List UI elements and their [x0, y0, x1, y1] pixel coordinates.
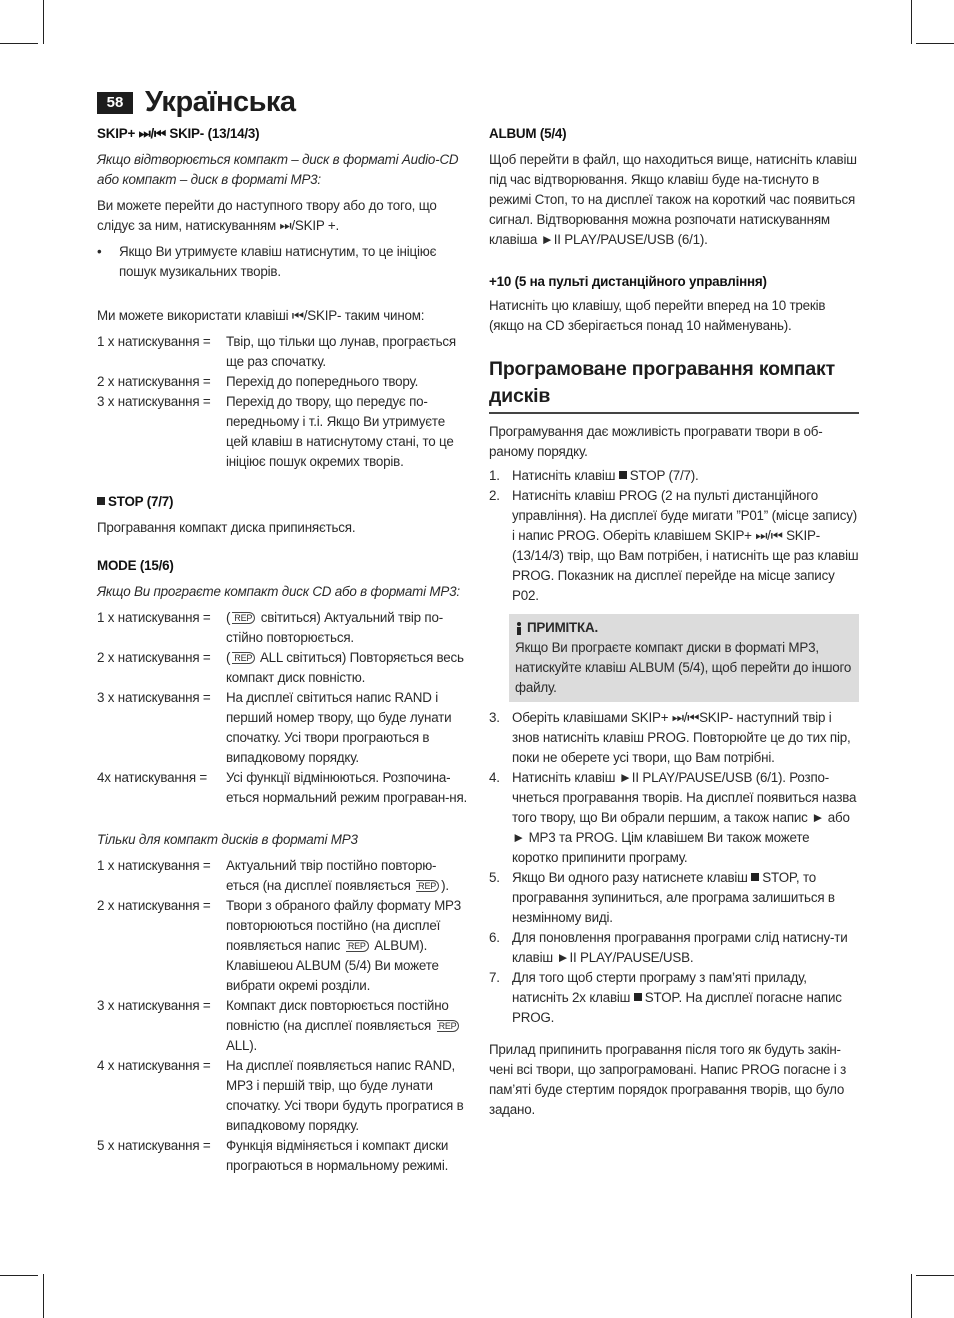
skip-bullet-text: Якщо Ви утримуєте клавіш натиснутим, то це ініціює пошук музикальних творів.: [119, 244, 437, 279]
press-desc: Твір, що тільки що лунав, програється ще раз спочатку.: [226, 334, 456, 369]
press-desc-post: ALL).: [226, 1038, 258, 1053]
press-count: 3 x натискування =: [97, 394, 211, 409]
press-desc: На дисплеї появляється напис RAND, MP3 і першій твір, що буде лунати спочатку. Усі твори будуть програтися в випадковому порядку.: [226, 1058, 464, 1133]
stop-text: Програвання компакт диска припиняється.: [97, 520, 356, 535]
press-desc-pre: (: [226, 610, 231, 625]
press-row: [97, 608, 469, 648]
bullet-dot: •: [97, 244, 102, 259]
press-count: 5 x натискування =: [97, 1138, 211, 1153]
press-row: [97, 688, 469, 768]
note-text: Якщо Ви програєте компакт диски в форматі MP3, натискуйте клавіш ALBUM (5/4), щоб перейти до іншого файлу.: [515, 640, 852, 695]
press-row: [97, 896, 469, 996]
press-desc: [226, 896, 469, 996]
press-count: 2 x натискування =: [97, 650, 211, 665]
list-item: [489, 486, 859, 606]
mode-italic: Якщо Ви програєте компакт диск CD або в форматі MP3:: [97, 584, 460, 599]
mp3-italic: Тільки для компакт дисків в форматі MP3: [97, 832, 358, 847]
press-desc: [226, 996, 469, 1056]
press-desc: Функція відміняється і компакт диски програються в нормальному режимі.: [226, 1138, 449, 1173]
stop-icon: [97, 497, 105, 505]
press-desc: [226, 608, 469, 648]
step-text-post: STOP (7/7).: [629, 468, 699, 483]
press-count: 2 x натискування =: [97, 374, 211, 389]
mode-press-list: [97, 608, 469, 808]
press-row: [97, 996, 469, 1056]
skip-bullet: [97, 242, 469, 282]
note-title: ПРИМІТКА.: [527, 620, 598, 635]
page-header: [97, 86, 296, 119]
press-desc-pre: Компакт диск повторюється постійно повністю (на дисплеї появляється: [226, 998, 449, 1033]
repeat-icon: REP: [416, 880, 439, 892]
program-outro: Прилад припинить програвання після того як будуть закін-чені всі твори, що запрограмовані. Напис PROG погасне і з пам’яті буде стертим порядок програвання творів, що було задано.: [489, 1042, 847, 1117]
press-count: 1 x натискування =: [97, 610, 211, 625]
press-count: 1 x натискування =: [97, 858, 211, 873]
press-desc: Усі функції відмінюються. Розпочина-еться нормальний режим програван-ня.: [226, 770, 468, 805]
press-desc-pre: Актуальний твір постійно повторю-еться (на дисплеї появляється: [226, 858, 437, 893]
repeat-icon: REP: [437, 1020, 460, 1032]
program-steps-continued: [489, 708, 859, 1028]
press-desc-post: ALBUM). Клавішеюu ALBUM (5/4) Ви можете вибрати окремі розділи.: [226, 938, 439, 993]
skip-text: Ви можете перейти до наступного твору або до того, що слідує за ним, натискуванням ⏭/SKIP +.: [97, 198, 437, 233]
stop-icon: [634, 993, 642, 1001]
album-text: Щоб перейти в файл, що находиться вище, натисніть клавіш під час відтворювання. Якщо клавіш буде на-тиснуто в режимі Стоп, то на дисплеї також на короткий час появиться сигнал. Відтворювання можна розпочати натискуванням клавіша ►II PLAY/PAUSE/USB (6/1).: [489, 152, 857, 247]
step-text: Для поновлення програвання програми слід натисну-ти клавіш ►II PLAY/PAUSE/USB.: [512, 930, 848, 965]
press-row: [97, 332, 469, 372]
press-desc-pre: (: [226, 650, 231, 665]
left-column: [97, 124, 469, 1176]
step-number: 5.: [489, 870, 500, 885]
press-count: 4x натискування =: [97, 770, 208, 785]
step-number: 6.: [489, 930, 500, 945]
crop-mark: [0, 1275, 38, 1276]
press-row: [97, 648, 469, 688]
step-text: [512, 868, 859, 928]
press-row: [97, 392, 469, 472]
press-count: 3 x натискування =: [97, 998, 211, 1013]
press-row: [97, 768, 469, 808]
right-column: [489, 124, 859, 1120]
album-heading: ALBUM (5/4): [489, 126, 567, 141]
list-item: [489, 768, 859, 868]
list-item: [489, 968, 859, 1028]
crop-mark: [911, 1274, 912, 1318]
crop-mark: [0, 43, 38, 44]
skip-intro: Ми можете використати клавіші ⏮/SKIP- таким чином:: [97, 308, 425, 323]
crop-mark: [43, 0, 44, 44]
press-desc: На дисплеї світиться напис RAND і перший номер твору, що буде лунати спочатку. Усі твори програються в випадковому порядку.: [226, 690, 452, 765]
program-intro: Програмування дає можливість програвати твори в об-раному порядку.: [489, 424, 823, 459]
repeat-icon: REP: [232, 612, 255, 624]
press-desc: [226, 856, 469, 896]
step-text: [512, 466, 859, 486]
page-title: Українська: [145, 86, 296, 118]
press-row: [97, 1136, 469, 1176]
step-text: Натисніть клавіш ►II PLAY/PAUSE/USB (6/1). Розпо-чнеться програвання творів. На дисплеї появиться назва того твору, що Ви обрали першим, а також напис ► або ► MP3 та PROG. Цім клавішем Ви також можете коротко припинити програму.: [512, 770, 857, 865]
skip-italic: Якщо відтворюється компакт – диск в форматі Audio-CD або компакт – диск в форматі MP3:: [97, 152, 459, 187]
press-desc: Перехід до попереднього твору.: [226, 374, 419, 389]
step-text-post: STOP. На дисплеї погасне напис PROG.: [512, 990, 842, 1025]
step-number: 3.: [489, 710, 500, 725]
plus10-heading: +10 (5 на пульті дистанційного управління): [489, 274, 767, 289]
step-text: Оберіть клавішами SKIP+ ⏭/⏮SKIP- наступний твір і знов натисніть клавіш PROG. Повторюйте це до тих пір, поки не оберете усі твори, що Вам потрібні.: [512, 710, 851, 765]
repeat-icon: REP: [346, 940, 369, 952]
note-box: [509, 614, 859, 702]
press-desc: [226, 648, 469, 688]
step-text: [512, 968, 859, 1028]
crop-mark: [916, 43, 954, 44]
list-item: [489, 466, 859, 486]
info-icon: [515, 622, 523, 635]
stop-heading-label: STOP (7/7): [108, 494, 174, 509]
step-text: Натисніть клавіш PROG (2 на пульті дистанційного управління). На дисплеї буде мигати ”P01” (місце запису) і напис PROG. Оберіть клавішем SKIP+ ⏭/⏮ SKIP- (13/14/3) твір, що Вам потрібен, і натисніть ще раз клавіш PROG. Показник на дисплеї перейде на місце запису P02.: [512, 488, 859, 603]
mp3-press-list: [97, 856, 469, 1176]
press-count: 2 x натискування =: [97, 898, 211, 913]
step-number: 4.: [489, 770, 500, 785]
press-row: [97, 1056, 469, 1136]
press-desc: Перехід до твору, що передує по-передньому і т.і. Якщо Ви утримуєте цей клавіш в натиснутому стані, то це ініціює пошук окремих творів.: [226, 394, 454, 469]
press-count: 3 x натискування =: [97, 690, 211, 705]
repeat-icon: REP: [232, 652, 255, 664]
step-number: 2.: [489, 488, 500, 503]
step-number: 7.: [489, 970, 500, 985]
press-count: 4 x натискування =: [97, 1058, 211, 1073]
list-item: [489, 868, 859, 928]
list-item: [489, 708, 859, 768]
plus10-text: Натисніть цю клавішу, щоб перейти вперед на 10 треків (якщо на CD зберігається понад 10 найменувань).: [489, 298, 826, 333]
note-heading: [515, 618, 853, 638]
skip-press-list: [97, 332, 469, 472]
press-row: [97, 856, 469, 896]
step-number: 1.: [489, 468, 500, 483]
press-desc-pre: Твори з обраного файлу формату MP3 повторюються постійно (на дисплеї появляється напис: [226, 898, 461, 953]
list-item: [489, 928, 859, 968]
page-number: 58: [97, 92, 133, 114]
step-text-post: STOP, то програвання зупиниться, але програма залишиться в незмінному виді.: [512, 870, 835, 925]
press-desc-post: ALL світиться) Повторяється весь компакт диск повністю.: [226, 650, 464, 685]
crop-mark: [43, 1274, 44, 1318]
press-count: 1 x натискування =: [97, 334, 211, 349]
program-section-title: Програмоване програвання компакт дисків: [489, 356, 859, 414]
stop-icon: [751, 873, 759, 881]
crop-mark: [911, 0, 912, 44]
skip-heading: SKIP+ ⏭/⏮ SKIP- (13/14/3): [97, 126, 260, 141]
mode-heading: MODE (15/6): [97, 558, 174, 573]
step-text-pre: Якщо Ви одного разу натиснете клавіш: [512, 870, 752, 885]
stop-heading: [97, 492, 469, 512]
press-desc-post: ).: [441, 878, 449, 893]
press-desc-post: світиться) Актуальний твір по-стійно повторюється.: [226, 610, 443, 645]
step-text-pre: Натисніть клавіш: [512, 468, 619, 483]
program-steps: [489, 466, 859, 606]
step-text-pre: Для того щоб стерти програму з пам’яті приладу, натисніть 2х клавіш: [512, 970, 807, 1005]
crop-mark: [916, 1275, 954, 1276]
stop-icon: [619, 471, 627, 479]
press-row: [97, 372, 469, 392]
